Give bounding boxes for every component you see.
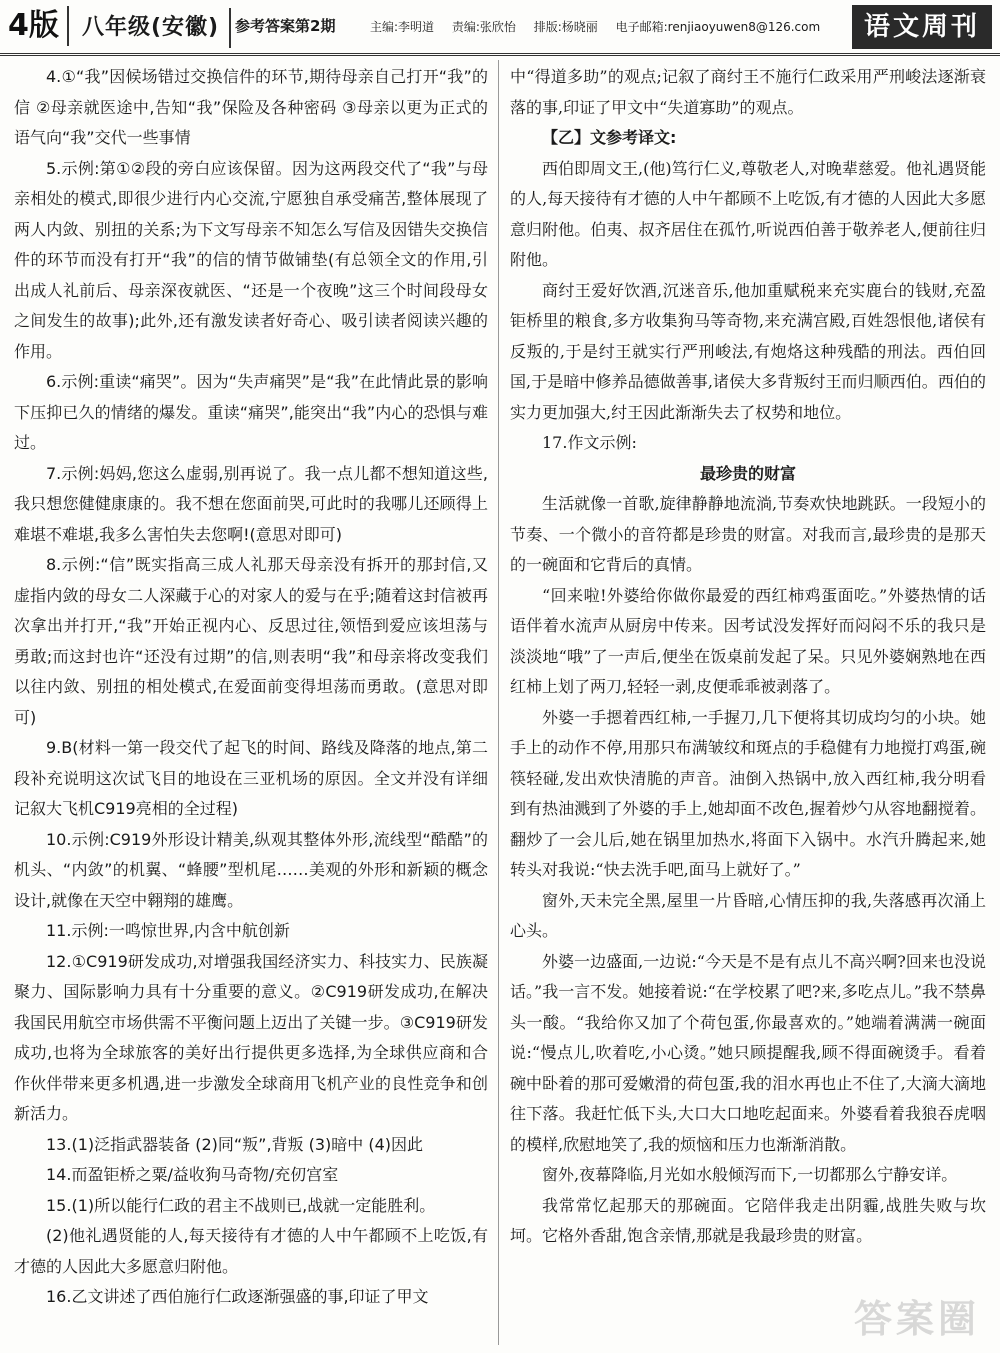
watermark: 答案圈 — [853, 1297, 980, 1341]
essay-label: 17.作文示例: — [542, 433, 637, 452]
essay-paragraph: 窗外,天未完全黑,屋里一片昏暗,心情压抑的我,失落感再次涌上心头。 — [510, 890, 986, 940]
answer-15-1: 15.(1)所以能行仁政的君主不战则已,战就一定能胜利。 — [46, 1195, 436, 1215]
answer-8: 8.示例:“信”既实指高三成人礼那天母亲没有拆开的那封信,又虚指内敛的母女二人深藏于心的对家人的爱与在乎;随着这封信被再次拿出并打开,“我”开始正视内心、反思过往,领悟到爱应该坦荡与勇敢;而这封也许“还没有过期”的信,则表明“我”和母亲将改变我们以往内敛、别扭的相处模式,在爱面前变得坦荡而勇敢。(意思对即可) — [14, 555, 488, 727]
essay-paragraph: 外婆一边盛面,一边说:“今天是不是有点儿不高兴啊?回来也没说话。”我一言不发。她接着说:“在学校累了吧?来,多吃点儿。”我不禁鼻头一酸。“我给你又加了个荷包蛋,你最喜欢的。”她端着满满一碗面说:“慢点儿,吹着吃,小心烫。”她只顾提醒我,顾不得面碗烫手。看着碗中卧着的那可爱嫩滑的荷包蛋,我的泪水再也止不住了,大滴大滴地往下落。我赶忙低下头,大口大口地吃起面来。外婆看着我狼吞虎咽的模样,欣慰地笑了,我的烦恼和压力也渐渐消散。 — [510, 951, 986, 1154]
chief-editor: 主编:李明道 — [370, 20, 435, 34]
answer-11: 11.示例:一鸣惊世界,内含中航创新 — [46, 921, 290, 940]
essay-title: 最珍贵的财富 — [699, 463, 796, 483]
answer-7: 7.示例:妈妈,您这么虚弱,别再说了。我一点儿都不想知道这些,我只想您健健康康的。我不想在您面前哭,可此时的我哪儿还顾得上难堪不难堪,我多么害怕失去您啊!(意思对即可) — [14, 463, 488, 544]
answer-10: 10.示例:C919外形设计精美,纵观其整体外形,流线型“酷酷”的机头、“内敛”的机翼、“蜂腰”型机尾……美观的外形和新颖的概念设计,就像在天空中翱翔的雄鹰。 — [14, 829, 488, 910]
credits — [370, 18, 832, 35]
answer-16-continued: 中“得道多助”的观点;记叙了商纣王不施行仁政采用严刑峻法逐渐衰落的事,印证了甲文中“失道寡助”的观点。 — [510, 67, 986, 117]
essay-paragraph: 我常常忆起那天的那碗面。它陪伴我走出阴霾,战胜失败与坎坷。它格外香甜,饱含亲情,那就是我最珍贵的财富。 — [510, 1195, 986, 1245]
grade-label: 八年级(安徽) — [82, 8, 231, 48]
answer-6: 6.示例:重读“痛哭”。因为“失声痛哭”是“我”在此情此景的影响下压抑已久的情绪的爆发。重读“痛哭”,能突出“我”内心的恐惧与难过。 — [14, 372, 488, 452]
essay-paragraph: “回来啦!外婆给你做你最爱的西红柿鸡蛋面吃。”外婆热情的话语伴着水流声从厨房中传来。因考试没发挥好而闷闷不乐的我只是淡淡地“哦”了一声后,便坐在饭桌前发起了呆。只见外婆娴熟地在西红柿上划了两刀,轻轻一剥,皮便乖乖被剥落了。 — [510, 585, 986, 696]
answer-15-2: (2)他礼遇贤能的人,每天接待有才德的人中午都顾不上吃饭,有才德的人因此大多愿意归附他。 — [14, 1226, 488, 1276]
translation-heading: 【乙】文参考译文: — [542, 128, 677, 147]
essay-paragraph: 生活就像一首歌,旋律静静地流淌,节奏欢快地跳跃。一段短小的节奏、一个微小的音符都是珍贵的财富。对我而言,最珍贵的是那天的一碗面和它背后的真情。 — [510, 494, 986, 574]
translation-paragraph: 商纣王爱好饮酒,沉迷音乐,他加重赋税来充实鹿台的钱财,充盈钜桥里的粮食,多方收集狗马等奇物,来充满宫殿,百姓怨恨他,诸侯有反叛的,于是纣王就实行严刑峻法,有炮烙这种残酷的刑法。西伯回国,于是暗中修养品德做善事,诸侯大多背叛纣王而归顺西伯。西伯的实力更加强大,纣王因此渐渐失去了权势和地位。 — [510, 280, 986, 422]
issue-label: 参考答案第2期 — [235, 17, 336, 35]
duty-editor: 责编:张欣怡 — [451, 20, 516, 34]
answer-12: 12.①C919研发成功,对增强我国经济实力、科技实力、民族凝聚力、国际影响力具有十分重要的意义。②C919研发成功,在解决我国民用航空市场供需不平衡问题上迈出了关键一步。③C919研发成功,也将为全球旅客的美好出行提供更多选择,为全球供应商和合作伙伴带来更多机遇,进一步激发全球商用飞机产业的良性竞争和创新活力。 — [14, 951, 488, 1123]
answer-16: 16.乙文讲述了西伯施行仁政逐渐强盛的事,印证了甲文 — [46, 1287, 429, 1306]
essay-paragraph: 外婆一手摁着西红柿,一手握刀,几下便将其切成均匀的小块。她手上的动作不停,用那只布满皱纹和斑点的手稳健有力地搅打鸡蛋,碗筷轻碰,发出欢快清脆的声音。油倒入热锅中,放入西红柿,我分明看到有热油溅到了外婆的手上,她却面不改色,握着炒勺从容地翻搅着。翻炒了一会儿后,她在锅里加热水,将面下入锅中。水汽升腾起来,她转头对我说:“快去洗手吧,面马上就好了。” — [510, 707, 986, 879]
column-divider — [498, 60, 499, 1345]
answer-4: 4.①“我”因候场错过交换信件的环节,期待母亲自己打开“我”的信 ②母亲就医途中,告知“我”保险及各种密码 ③母亲以更为正式的语气向“我”交代一些事情 — [14, 67, 488, 147]
email: 电子邮箱:renjiaoyuwen8@126.com — [615, 20, 821, 34]
answer-13: 13.(1)泛指武器装备 (2)同“叛”,背叛 (3)暗中 (4)因此 — [46, 1134, 424, 1154]
essay-paragraph: 窗外,夜幕降临,月光如水般倾泻而下,一切都那么宁静安详。 — [542, 1165, 958, 1184]
answer-5: 5.示例:第①②段的旁白应该保留。因为这两段交代了“我”与母亲相处的模式,即很少进行内心交流,宁愿独自承受痛苦,整体展现了两人内敛、别扭的关系;为下文写母亲不知怎么写信及因错失交换信件的环节而没有打开“我”的信的情节做铺垫(有总领全文的作用,引出成人礼前后、母亲深夜就医、“还是一个夜晚”这三个时间段母女之间发生的故事);此外,还有激发读者好奇心、吸引读者阅读兴趣的作用。 — [14, 158, 488, 361]
page-header — [0, 0, 1000, 56]
left-column — [14, 62, 488, 1313]
translation-paragraph: 西伯即周文王,(他)笃行仁义,尊敬老人,对晚辈慈爱。他礼遇贤能的人,每天接待有才德的人中午都顾不上吃饭,有才德的人因此大多愿意归附他。伯夷、叔齐居住在孤竹,听说西伯善于敬养老人,便前往归附他。 — [510, 158, 986, 269]
page-version: 4版 — [8, 6, 69, 46]
brand-logo: 语文周刊 — [852, 5, 992, 49]
right-column — [510, 62, 986, 1252]
layout-editor: 排版:杨晓丽 — [533, 20, 598, 34]
answer-9: 9.B(材料一第一段交代了起飞的时间、路线及降落的地点,第二段补充说明这次试飞目的地设在三亚机场的原因。全文并没有详细记叙大飞机C919亮相的全过程) — [14, 738, 488, 818]
answer-14: 14.而盈钜桥之粟/益收狗马奇物/充仞宫室 — [46, 1165, 339, 1184]
